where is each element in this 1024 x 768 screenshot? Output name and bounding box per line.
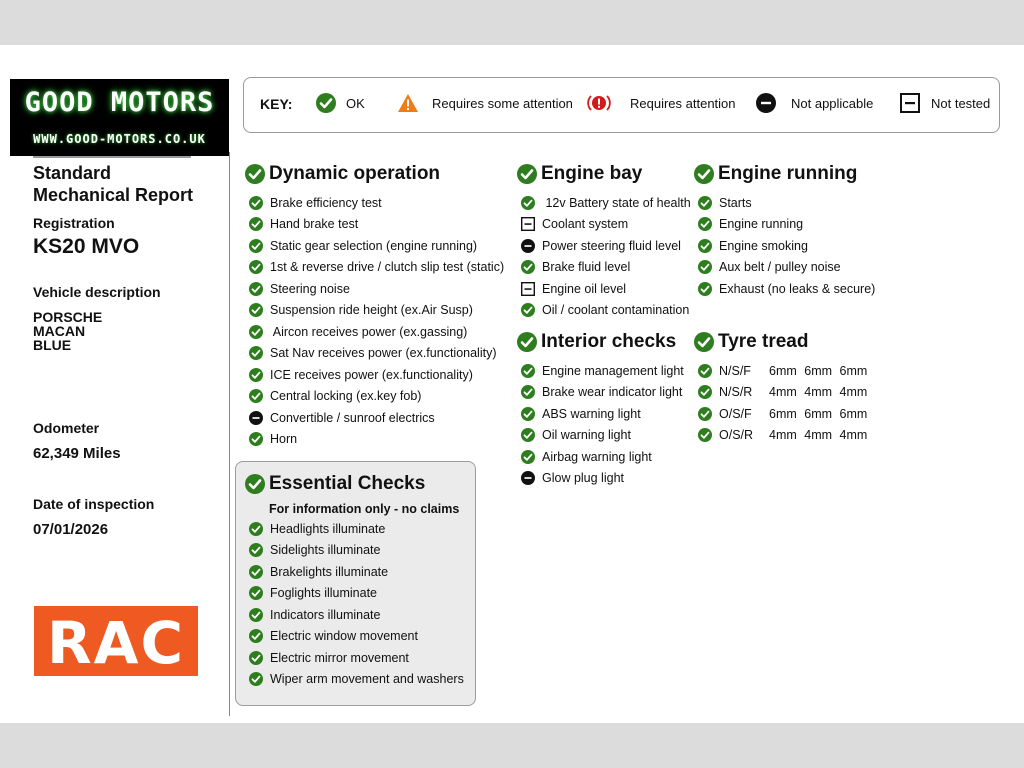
check-item-label: Engine management light [542, 363, 684, 378]
check-item-label: Convertible / sunroof electrics [270, 410, 435, 425]
odometer-label: Odometer [33, 420, 100, 436]
check-item [517, 278, 697, 300]
check-item [245, 669, 475, 691]
check-item [517, 214, 697, 236]
check-item [517, 360, 697, 382]
ok-icon [249, 368, 263, 382]
warning-icon [397, 93, 419, 113]
ok-icon [698, 385, 712, 399]
vehicle-make: PORSCHE [33, 309, 103, 325]
not-tested-icon [521, 282, 535, 296]
check-item [245, 647, 475, 669]
ok-icon [249, 432, 263, 446]
check-item-label: Engine running [719, 217, 804, 232]
ok-icon [245, 474, 265, 494]
check-item-label: Hand brake test [270, 217, 359, 232]
section-title: Interior checks [541, 331, 677, 352]
check-item-label: Foglights illuminate [270, 586, 377, 601]
ok-icon [698, 239, 712, 253]
check-item-label: Coolant system [542, 217, 629, 232]
report-page [10, 55, 1018, 715]
not-applicable-icon [249, 411, 263, 425]
check-item [245, 364, 515, 386]
check-item-label: Headlights illuminate [270, 521, 386, 536]
check-item [694, 278, 894, 300]
ok-icon [249, 303, 263, 317]
check-item [517, 235, 697, 257]
ok-icon [698, 364, 712, 378]
dealer-logo-url: WWW.GOOD-MOTORS.CO.UK [33, 132, 206, 146]
ok-icon [698, 260, 712, 274]
check-item-label: Brakelights illuminate [270, 564, 389, 579]
section-heading [694, 330, 894, 354]
ok-icon [249, 346, 263, 360]
check-item-label: Oil / coolant contamination [542, 303, 690, 318]
check-item [517, 425, 697, 447]
ok-icon [249, 325, 263, 339]
section-heading [245, 472, 475, 496]
title-rule [33, 156, 191, 158]
check-item-label: Horn [270, 432, 298, 447]
key-item-some-attention [397, 93, 573, 113]
check-item [245, 214, 515, 236]
check-item-label: Aircon receives power (ex.gassing) [270, 324, 468, 339]
alert-icon [586, 93, 612, 113]
inspection-date-label: Date of inspection [33, 496, 155, 512]
check-item [694, 257, 894, 279]
key-title: KEY: [260, 96, 293, 112]
check-item [245, 518, 475, 540]
ok-icon [521, 450, 535, 464]
check-item-label: Sat Nav receives power (ex.functionality) [270, 346, 497, 361]
ok-icon [698, 196, 712, 210]
check-item-label: ABS warning light [542, 406, 641, 421]
check-item-label: Airbag warning light [542, 449, 652, 464]
check-item-label: Glow plug light [542, 471, 624, 486]
key-item-ok [316, 93, 365, 113]
ok-icon [698, 428, 712, 442]
left-column-divider [229, 152, 230, 716]
key-label-requires-attention: Requires attention [630, 95, 736, 111]
report-title-line2: Mechanical Report [33, 185, 194, 205]
not-tested-icon [900, 93, 920, 113]
check-item-label: Static gear selection (engine running) [270, 238, 478, 253]
ok-icon [698, 282, 712, 296]
tyre-tread-values: 4mm 4mm 4mm [769, 428, 868, 443]
vehicle-description-label: Vehicle description [33, 284, 161, 300]
check-item [517, 468, 697, 490]
check-item-label: Aux belt / pulley noise [719, 260, 841, 275]
vehicle-colour: BLUE [33, 337, 72, 353]
key-item-not-applicable [756, 93, 873, 113]
essential-checks-section [245, 472, 475, 690]
check-item-label: Central locking (ex.key fob) [270, 389, 422, 404]
key-label-not-applicable: Not applicable [791, 95, 874, 111]
not-applicable-icon [521, 471, 535, 485]
not-tested-icon [521, 217, 535, 231]
check-item [245, 626, 475, 648]
ok-icon [316, 93, 336, 113]
ok-icon [249, 543, 263, 557]
section-title: Dynamic operation [269, 163, 441, 184]
ok-icon [694, 164, 714, 184]
report-title-line1: Standard [33, 163, 112, 183]
ok-icon [249, 565, 263, 579]
section-heading [517, 330, 697, 354]
check-item [517, 382, 697, 404]
check-item-label: Indicators illuminate [270, 607, 381, 622]
ok-icon [249, 629, 263, 643]
check-item-label: Wiper arm movement and washers [270, 672, 464, 687]
check-item [245, 540, 475, 562]
section-heading [694, 162, 894, 186]
not-applicable-icon [521, 239, 535, 253]
ok-icon [249, 217, 263, 231]
check-item [245, 343, 515, 365]
tyre-tread-values: 4mm 4mm 4mm [769, 385, 868, 400]
check-item-label: 1st & reverse drive / clutch slip test (static) [270, 260, 505, 275]
check-item-label: Sidelights illuminate [270, 543, 381, 558]
check-item-label: Brake efficiency test [270, 195, 382, 210]
ok-icon [249, 608, 263, 622]
ok-icon [521, 196, 535, 210]
engine-running-section [694, 162, 894, 300]
ok-icon [517, 164, 537, 184]
check-item-label: Steering noise [270, 281, 350, 296]
ok-icon [249, 239, 263, 253]
section-subtitle: For information only - no claims [269, 502, 460, 516]
check-item [517, 257, 697, 279]
check-item-label: Power steering fluid level [542, 238, 681, 253]
check-item [245, 561, 475, 583]
check-item-label: Engine smoking [719, 238, 808, 253]
key-label-not-tested: Not tested [931, 95, 991, 111]
ok-icon [698, 407, 712, 421]
check-item [694, 235, 894, 257]
ok-icon [245, 164, 265, 184]
check-item [245, 604, 475, 626]
check-item [245, 257, 515, 279]
tyre-row [694, 425, 894, 447]
tyre-position: N/S/F [719, 363, 751, 378]
status-key [243, 77, 1000, 133]
key-item-not-tested [900, 93, 990, 113]
tyre-tread-values: 6mm 6mm 6mm [769, 363, 868, 378]
ok-icon [698, 217, 712, 231]
ok-icon [521, 385, 535, 399]
key-label-ok: OK [346, 95, 365, 111]
check-item [694, 192, 894, 214]
interior-checks-section [517, 330, 697, 489]
tyre-row [694, 382, 894, 404]
check-item-label: Oil warning light [542, 428, 631, 443]
ok-icon [521, 407, 535, 421]
ok-icon [521, 303, 535, 317]
not-applicable-icon [756, 93, 776, 113]
check-item [245, 386, 515, 408]
vehicle-model: MACAN [33, 323, 86, 339]
check-item-label: Starts [719, 195, 752, 210]
dynamic-operation-section [245, 162, 515, 450]
ok-icon [521, 428, 535, 442]
check-item [245, 300, 515, 322]
section-title: Engine bay [541, 163, 643, 184]
engine-bay-section [517, 162, 697, 321]
check-item-label: Electric window movement [270, 629, 418, 644]
ok-icon [249, 260, 263, 274]
section-title: Tyre tread [718, 331, 809, 352]
rac-logo [34, 606, 198, 676]
inspection-date-value: 07/01/2026 [33, 521, 109, 538]
dealer-logo [10, 79, 229, 156]
odometer-value: 62,349 Miles [33, 445, 121, 462]
key-label-some-attention: Requires some attention [432, 95, 573, 111]
check-item-label: 12v Battery state of health [542, 195, 691, 210]
check-item [245, 235, 515, 257]
tyre-tread-values: 6mm 6mm 6mm [769, 406, 868, 421]
check-item [245, 407, 515, 429]
tyre-tread-section [694, 330, 894, 446]
registration-value: KS20 MVO [33, 235, 140, 258]
ok-icon [694, 332, 714, 352]
check-item [517, 403, 697, 425]
ok-icon [249, 196, 263, 210]
tyre-position: O/S/R [719, 428, 754, 443]
section-title: Engine running [718, 163, 858, 184]
check-item [245, 583, 475, 605]
registration-label: Registration [33, 215, 115, 231]
check-item [517, 192, 697, 214]
ok-icon [249, 672, 263, 686]
key-item-requires-attention [586, 93, 736, 113]
ok-icon [517, 332, 537, 352]
tyre-row [694, 360, 894, 382]
check-item-label: Suspension ride height (ex.Air Susp) [270, 303, 473, 318]
section-title: Essential Checks [269, 473, 426, 494]
ok-icon [249, 282, 263, 296]
check-item [245, 429, 515, 451]
check-item-label: Brake fluid level [542, 260, 631, 275]
ok-icon [249, 522, 263, 536]
check-item-label: Engine oil level [542, 281, 627, 296]
check-item [517, 446, 697, 468]
ok-icon [249, 586, 263, 600]
check-item-label: Exhaust (no leaks & secure) [719, 281, 876, 296]
check-item [245, 321, 515, 343]
check-item [245, 192, 515, 214]
check-item [245, 278, 515, 300]
check-item-label: Electric mirror movement [270, 650, 409, 665]
ok-icon [249, 651, 263, 665]
check-item-label: ICE receives power (ex.functionality) [270, 367, 473, 382]
tyre-position: O/S/F [719, 406, 752, 421]
section-heading [517, 162, 697, 186]
tyre-position: N/S/R [719, 385, 753, 400]
section-heading [245, 162, 515, 186]
ok-icon [521, 364, 535, 378]
ok-icon [249, 389, 263, 403]
ok-icon [521, 260, 535, 274]
report-sheet [0, 45, 1024, 723]
check-item [517, 300, 697, 322]
check-item-label: Brake wear indicator light [542, 385, 683, 400]
rac-logo-text: RAC [46, 609, 186, 677]
dealer-logo-name: GOOD MOTORS [24, 87, 215, 118]
tyre-row [694, 403, 894, 425]
check-item [694, 214, 894, 236]
